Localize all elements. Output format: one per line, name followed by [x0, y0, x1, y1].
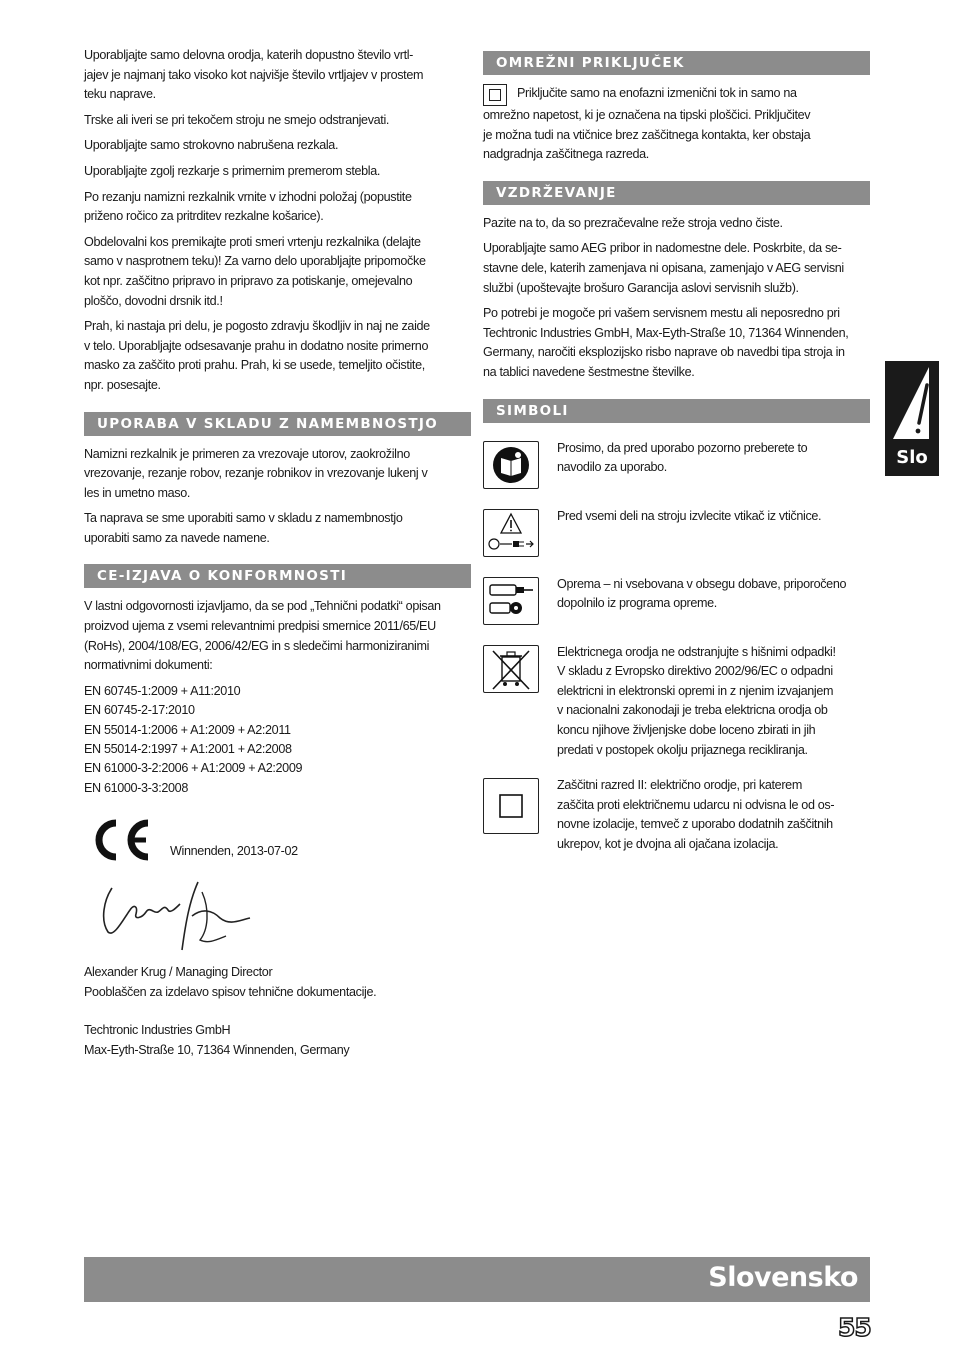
standard-item: EN 60745-1:2009 + A11:2010 [84, 683, 241, 698]
signatory-name: Alexander Krug / Managing Director Pooblaščen za izdelavo spisov tehnične dokumentacije. [84, 965, 377, 999]
symbol-item [483, 439, 870, 491]
unplug-warning-icon [483, 509, 539, 557]
section-heading-maintenance: VZDRŽEVANJE [483, 181, 870, 205]
paragraph: Uporabljajte zgolj rezkarje s primernim premerom stebla. [84, 163, 381, 178]
ce-declaration-text: V lastni odgovornosti izjavljamo, da se pod „Tehnični podatki“ opisan proizvod ujema z vsemi relevantnimi predpisi smernice 2011/65/EU (RoHs), 2004/108/EG, 2006/42/EG in s sledečimi harmoniziranimi normativnimi dokumenti: [84, 599, 441, 673]
paragraph: Priključite samo na enofazni izmenični tok in samo na omrežno napetost, ki je označena na tipski ploščici. Priključitev je možna tudi na vtičnice brez zaščitnega kontakta, ker obstaja nadgradnja zaščitnega razreda. [483, 86, 811, 162]
paragraph: Namizni rezkalnik je primeren za vrezovaje utorov, zaokrožilno vrezovanje, rezanje robov, rezanje robnikov in vrezovanje lukenj v les in umetno maso. [84, 446, 428, 500]
paragraph: Po rezanju namizni rezkalnik vrnite v izhodni položaj (popustite priženo ročico za pritrditev rezkalne košarice). [84, 189, 412, 224]
section-heading-intended-use: UPORABA V SKLADU Z NAMEMBNOSTJO [84, 412, 471, 436]
paragraph: Uporabljajte samo delovna orodja, katerih dopustno število vrtl- jajev je najmanj tako visoko kot najvišje število vrtljajev v prostem teku naprave. [84, 48, 424, 102]
section-heading-ce-declaration: CE-IZJAVA O KONFORMNOSTI [84, 564, 471, 588]
accessory-icon [483, 577, 539, 625]
symbol-description: Oprema – ni vsebovana v obsegu dobave, priporočeno dopolnilo iz programa opreme. [557, 576, 847, 611]
symbol-item [483, 776, 870, 854]
read-manual-icon [483, 441, 539, 489]
symbol-description: Pred vsemi deli na stroju izvlecite vtikač iz vtičnice. [557, 508, 822, 523]
symbol-item [483, 575, 870, 627]
ce-mark-icon [88, 818, 152, 862]
standard-item: EN 60745-2-17:2010 [84, 703, 195, 718]
warning-triangle-icon [889, 365, 935, 441]
weee-bin-icon [483, 645, 539, 693]
symbol-description: Elektricnega orodja ne odstranjujte s hišnimi odpadki! V skladu z Evropsko direktivo 2002/96/EC o odpadni elektricni in elektronski opremi in z njenim izvajanjem v nacionalni zakonodaji je treba elektricna orodja ob koncu njihove življenjske dobe loceno zbirati in jih predati v postopek okolju prijaznega recikliranja. [557, 644, 836, 757]
class-ii-small-icon [483, 84, 507, 106]
standard-item: EN 55014-2:1997 + A1:2001 + A2:2008 [84, 742, 292, 757]
section-heading-mains-connection: OMREŽNI PRIKLJUČEK [483, 51, 870, 75]
paragraph: Uporabljajte samo strokovno nabrušena rezkala. [84, 138, 339, 153]
paragraph: Pazite na to, da so prezračevalne reže stroja vedno čiste. [483, 215, 783, 230]
paragraph: Prah, ki nastaja pri delu, je pogosto zdravju škodljiv in naj ne zaide v telo. Uporabljajte odsesavanje prahu in dodatno nosite primerno masko za zaščito proti prahu. Prah, ki se usede, temeljito očistite, npr. posesajte. [84, 319, 430, 392]
signature [90, 870, 260, 958]
language-side-tab [885, 361, 939, 476]
symbol-item [483, 643, 870, 761]
paragraph: Po potrebi je mogoče pri vašem servisnem mestu ali neposredno pri Techtronic Industries GmbH, Max-Eyth-Straße 10, 71364 Winnenden, Germany, naročiti eksplozijsko risbo naprave ob navedbi tipa stroja in na tablici navedene šestmestne številke. [483, 306, 849, 379]
standard-item: EN 55014-1:2006 + A1:2009 + A2:2011 [84, 722, 291, 737]
left-column [84, 46, 471, 1067]
side-tab-label: Slo [896, 447, 928, 468]
paragraph: Trske ali iveri se pri tekočem stroju ne smejo odstranjevati. [84, 112, 390, 127]
class-ii-icon [483, 778, 539, 834]
symbol-description: Prosimo, da pred uporabo pozorno preberete to navodilo za uporabo. [557, 440, 808, 475]
paragraph: Obdelovalni kos premikajte proti smeri vrtenju rezkalnika (delajte samo v nasprotnem teku)! Za varno delo uporabljajte pripomočke kot npr. zaščitno pripravo in pripravo za potiskanje, omejevalno ploščo, dovodni drsnik itd.! [84, 234, 426, 308]
paragraph: Ta naprava se sme uporabiti samo v skladu z namembnostjo uporabiti samo za navede namene. [84, 511, 403, 545]
right-column [483, 46, 870, 870]
footer-bar [84, 1257, 870, 1302]
language-title: Slovensko [708, 1262, 858, 1293]
symbol-description: Zaščitni razred II: električno orodje, pri katerem zaščita proti električnemu udarcu ni odvisna le od os- novne izolacije, temveč z uporabo dodatnih zaščitnih ukrepov, kot je dvojna ali ojačana izolacija. [557, 778, 835, 851]
page-number: 55 [838, 1313, 871, 1342]
place-date: Winnenden, 2013-07-02 [170, 844, 298, 859]
paragraph: Uporabljajte samo AEG pribor in nadomestne dele. Poskrbite, da se- stavne dele, katerih zamenjava ni opisana, zamenjajo v AEG servisni službi (upoštevajte brošuro Garancija aslovi servisnih služb). [483, 241, 844, 295]
standard-item: EN 61000-3-2:2006 + A1:2009 + A2:2009 [84, 761, 303, 776]
section-heading-symbols: SIMBOLI [483, 399, 870, 423]
standards-list [84, 682, 471, 798]
symbol-item [483, 507, 870, 559]
company-block: Techtronic Industries GmbH Max-Eyth-Straße 10, 71364 Winnenden, Germany [84, 1023, 350, 1058]
ce-mark-row [84, 818, 471, 866]
standard-item: EN 61000-3-3:2008 [84, 780, 188, 795]
